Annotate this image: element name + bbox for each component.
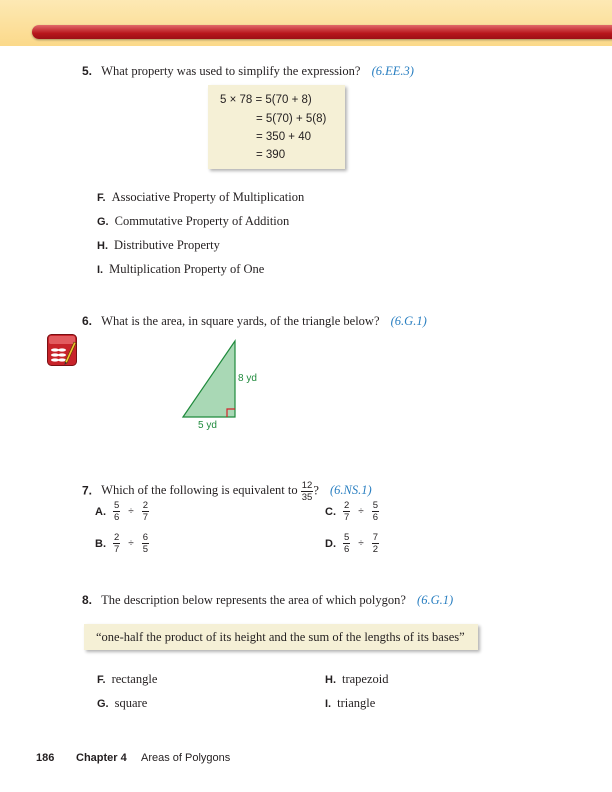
expression-line: = 350 + 40: [256, 131, 311, 143]
standard-code: (6.NS.1): [330, 483, 372, 498]
question-number: 7.: [82, 483, 93, 498]
expression-line: 5 × 78 = 5(70 + 8): [220, 94, 312, 106]
target-fraction: [301, 480, 314, 503]
question-mark: ?: [313, 483, 319, 498]
option-letter: D.: [325, 537, 336, 550]
header-band: [0, 0, 612, 46]
option-letter: F.: [97, 674, 106, 686]
denominator: 6: [114, 512, 120, 523]
option-text: triangle: [337, 696, 376, 710]
standard-code: (6.EE.3): [371, 64, 414, 78]
question-5: [82, 63, 414, 79]
option-letter: A.: [95, 505, 106, 518]
answer-option-h[interactable]: [325, 672, 389, 687]
fraction: [113, 532, 120, 555]
numerator: 5: [114, 500, 120, 511]
option-letter: C.: [325, 505, 336, 518]
fraction: [372, 500, 379, 523]
base-label: 5 yd: [198, 420, 217, 431]
chapter-label: Chapter 4: [76, 752, 127, 764]
fraction: [343, 500, 350, 523]
denominator: 7: [114, 544, 120, 555]
option-text: Commutative Property of Addition: [114, 214, 290, 228]
answer-option-b[interactable]: [95, 532, 149, 555]
question-text: What property was used to simplify the expression?: [101, 64, 361, 78]
option-text: trapezoid: [342, 672, 389, 686]
answer-option-g[interactable]: [97, 214, 289, 229]
numerator: 2: [344, 500, 350, 511]
answer-option-i[interactable]: [325, 696, 375, 711]
question-number: 6.: [82, 314, 93, 328]
answer-option-f[interactable]: [97, 190, 304, 205]
option-letter: B.: [95, 537, 106, 550]
denominator: 35: [301, 492, 313, 503]
option-text: Associative Property of Multiplication: [111, 190, 305, 204]
denominator: 7: [142, 512, 149, 523]
fraction: [372, 532, 379, 555]
answer-option-d[interactable]: [325, 532, 379, 555]
question-number: 5.: [82, 64, 93, 78]
denominator: 6: [344, 544, 350, 555]
calculator-icon: [47, 334, 77, 366]
option-letter: H.: [325, 674, 336, 686]
divide-sign: ÷: [128, 538, 134, 549]
header-red-bar: [32, 25, 612, 39]
numerator: 2: [142, 500, 149, 511]
fraction: [343, 532, 350, 555]
question-6: [82, 313, 427, 329]
answer-option-h[interactable]: [97, 238, 220, 253]
question-text: What is the area, in square yards, of the triangle below?: [101, 314, 380, 328]
numerator: 2: [114, 532, 120, 543]
standard-code: (6.G.1): [390, 314, 427, 328]
expression-line: = 5(70) + 5(8): [256, 113, 327, 125]
height-label: 8 yd: [238, 373, 257, 384]
divide-sign: ÷: [358, 538, 364, 549]
denominator: 5: [142, 544, 149, 555]
option-letter: F.: [97, 192, 106, 204]
question-text: Which of the following is equivalent to: [101, 483, 298, 498]
numerator: 12: [301, 480, 313, 491]
denominator: 6: [372, 512, 379, 523]
chapter-title: Areas of Polygons: [141, 752, 231, 764]
answer-option-i[interactable]: [97, 262, 264, 277]
option-letter: G.: [97, 216, 109, 228]
triangle-figure: [175, 333, 275, 433]
page-number: 186: [36, 752, 55, 764]
option-letter: G.: [97, 698, 109, 710]
denominator: 7: [344, 512, 350, 523]
expression-box: [208, 85, 345, 169]
option-text: Distributive Property: [114, 238, 220, 252]
divide-sign: ÷: [128, 506, 134, 517]
numerator: 6: [142, 532, 149, 543]
question-8: [82, 592, 453, 608]
answer-option-c[interactable]: [325, 500, 379, 523]
answer-option-a[interactable]: [95, 500, 149, 523]
answer-option-f[interactable]: [97, 672, 157, 687]
fraction: [113, 500, 120, 523]
divide-sign: ÷: [358, 506, 364, 517]
numerator: 7: [372, 532, 379, 543]
option-letter: I.: [97, 264, 104, 276]
numerator: 5: [344, 532, 350, 543]
question-text: The description below represents the area of which polygon?: [101, 593, 406, 607]
option-letter: I.: [325, 698, 332, 710]
expression-line: = 390: [256, 149, 286, 161]
fraction: [142, 500, 149, 523]
triangle-shape: [183, 341, 235, 417]
question-number: 8.: [82, 593, 93, 607]
option-letter: H.: [97, 240, 108, 252]
numerator: 5: [372, 500, 379, 511]
answer-option-g[interactable]: [97, 696, 147, 711]
description-box: “one-half the product of its height and the sum of the lengths of its bases”: [84, 624, 478, 650]
option-text: square: [114, 696, 148, 710]
fraction: [142, 532, 149, 555]
option-text: Multiplication Property of One: [109, 262, 265, 276]
option-text: rectangle: [111, 672, 158, 686]
denominator: 2: [372, 544, 379, 555]
standard-code: (6.G.1): [417, 593, 454, 607]
